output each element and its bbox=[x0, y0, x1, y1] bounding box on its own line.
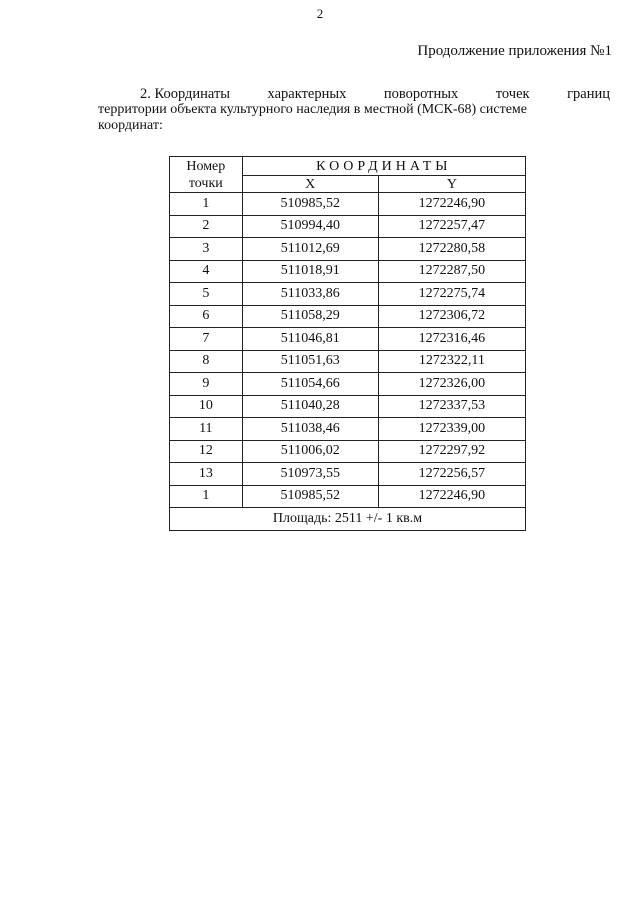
appendix-continuation-note: Продолжение приложения №1 bbox=[417, 43, 612, 59]
point-number-cell: 5 bbox=[170, 283, 243, 306]
point-number-cell: 9 bbox=[170, 373, 243, 396]
x-coordinate-cell: 511006,02 bbox=[242, 440, 378, 463]
intro-second-line: территории объекта культурного наследия в местной (МСК-68) системе bbox=[98, 102, 528, 117]
table-row bbox=[170, 440, 526, 463]
intro-word: характерных bbox=[267, 86, 347, 102]
table-row bbox=[170, 305, 526, 328]
y-coordinate-cell: 1272256,57 bbox=[378, 463, 525, 486]
x-coordinate-cell: 510985,52 bbox=[242, 193, 378, 216]
table-row bbox=[170, 238, 526, 261]
coordinates-table bbox=[169, 156, 526, 531]
intro-word: границ bbox=[567, 86, 610, 102]
y-coordinate-cell: 1272337,53 bbox=[378, 395, 525, 418]
intro-word: 2. Координаты bbox=[140, 86, 231, 102]
point-number-cell: 10 bbox=[170, 395, 243, 418]
x-coordinate-cell: 511058,29 bbox=[242, 305, 378, 328]
x-coordinate-cell: 511040,28 bbox=[242, 395, 378, 418]
table-row bbox=[170, 350, 526, 373]
x-coordinate-cell: 511012,69 bbox=[242, 238, 378, 261]
x-coordinate-cell: 510994,40 bbox=[242, 215, 378, 238]
y-coordinate-cell: 1272297,92 bbox=[378, 440, 525, 463]
point-number-cell: 6 bbox=[170, 305, 243, 328]
y-coordinate-cell: 1272306,72 bbox=[378, 305, 525, 328]
x-coordinate-cell: 511054,66 bbox=[242, 373, 378, 396]
section-intro-paragraph bbox=[98, 86, 610, 134]
y-coordinate-cell: 1272322,11 bbox=[378, 350, 525, 373]
y-coordinate-cell: 1272339,00 bbox=[378, 418, 525, 441]
table-row bbox=[170, 373, 526, 396]
intro-word: поворотных bbox=[383, 86, 459, 102]
y-coordinate-cell: 1272326,00 bbox=[378, 373, 525, 396]
intro-word: точек bbox=[495, 86, 530, 102]
y-coordinate-cell: 1272257,47 bbox=[378, 215, 525, 238]
point-number-cell: 1 bbox=[170, 193, 243, 216]
x-coordinate-cell: 511046,81 bbox=[242, 328, 378, 351]
table-row bbox=[170, 485, 526, 508]
table-row bbox=[170, 395, 526, 418]
x-coordinate-cell: 511051,63 bbox=[242, 350, 378, 373]
x-coordinate-cell: 510985,52 bbox=[242, 485, 378, 508]
y-coordinate-cell: 1272246,90 bbox=[378, 193, 525, 216]
point-number-cell: 1 bbox=[170, 485, 243, 508]
y-coordinate-cell: 1272287,50 bbox=[378, 260, 525, 283]
y-coordinate-cell: 1272246,90 bbox=[378, 485, 525, 508]
table-row bbox=[170, 283, 526, 306]
header-x: X bbox=[242, 176, 378, 193]
point-number-cell: 7 bbox=[170, 328, 243, 351]
header-coordinates: КООРДИНАТЫ bbox=[242, 157, 525, 176]
x-coordinate-cell: 511018,91 bbox=[242, 260, 378, 283]
table-row bbox=[170, 328, 526, 351]
y-coordinate-cell: 1272280,58 bbox=[378, 238, 525, 261]
table-row bbox=[170, 260, 526, 283]
point-number-cell: 4 bbox=[170, 260, 243, 283]
intro-third-line: координат: bbox=[98, 118, 163, 133]
x-coordinate-cell: 511033,86 bbox=[242, 283, 378, 306]
page-number: 2 bbox=[316, 6, 324, 21]
x-coordinate-cell: 510973,55 bbox=[242, 463, 378, 486]
table-row bbox=[170, 463, 526, 486]
header-point-number: Номер точки bbox=[170, 157, 243, 193]
y-coordinate-cell: 1272275,74 bbox=[378, 283, 525, 306]
point-number-cell: 11 bbox=[170, 418, 243, 441]
x-coordinate-cell: 511038,46 bbox=[242, 418, 378, 441]
table-row bbox=[170, 193, 526, 216]
point-number-cell: 3 bbox=[170, 238, 243, 261]
point-number-cell: 8 bbox=[170, 350, 243, 373]
y-coordinate-cell: 1272316,46 bbox=[378, 328, 525, 351]
area-cell: Площадь: 2511 +/- 1 кв.м bbox=[170, 508, 526, 531]
point-number-cell: 12 bbox=[170, 440, 243, 463]
intro-first-line bbox=[98, 86, 610, 102]
table-row bbox=[170, 418, 526, 441]
point-number-cell: 2 bbox=[170, 215, 243, 238]
point-number-cell: 13 bbox=[170, 463, 243, 486]
header-y: Y bbox=[378, 176, 525, 193]
coordinates-table-body bbox=[170, 193, 526, 508]
table-row bbox=[170, 215, 526, 238]
